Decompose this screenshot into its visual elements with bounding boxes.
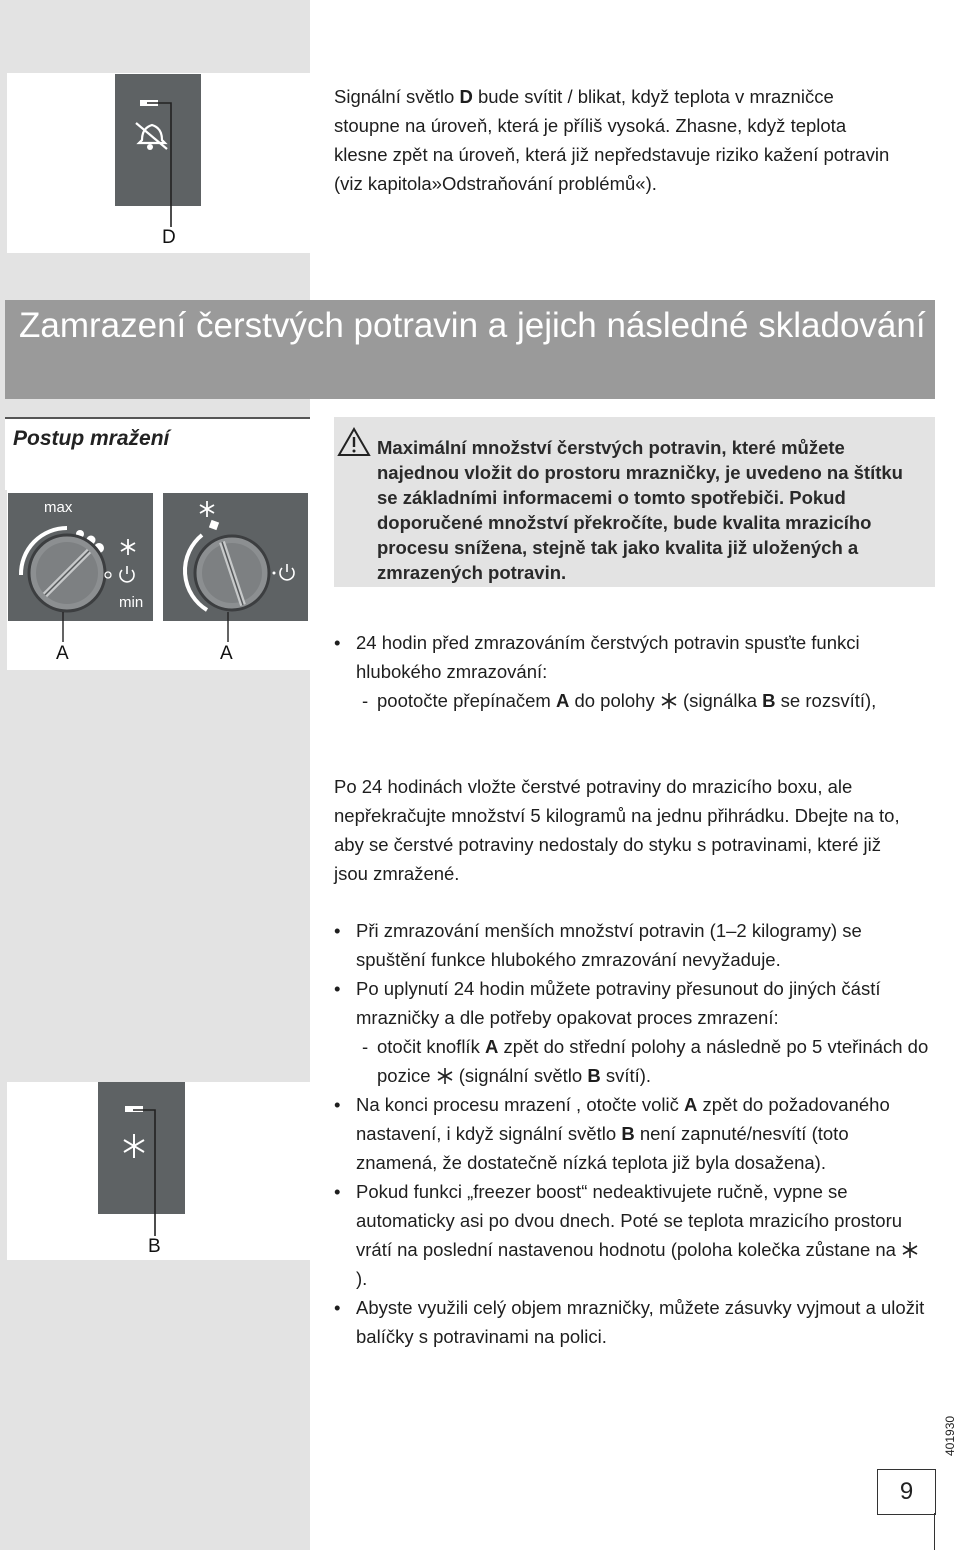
instructions-paragraph: Po 24 hodinách vložte čerstvé potraviny do mrazicího boxu, ale nepřekračujte množství 5 kilogramů na jednu přihrádku. Dbejte na to, aby se čerstvé potraviny nedostaly do styku s potravinami, které již jsou zmražené.: [334, 776, 900, 884]
figure-label-d: D: [162, 227, 176, 248]
figure-d-drawing: [7, 73, 310, 253]
snowflake-icon: [121, 539, 135, 555]
section-title: Zamrazení čerstvých potravin a jejich následné skladování: [19, 306, 926, 345]
section-title-band: [5, 300, 935, 399]
instructions-step1: [334, 628, 934, 715]
dial-drawing: [7, 490, 310, 670]
figure-label-a-left: A: [56, 643, 69, 664]
list-item: • Abyste využili celý objem mrazničky, můžete zásuvky vyjmout a uložit balíčky s potravinami na polici.: [334, 1293, 934, 1351]
figure-b-drawing: [7, 1082, 310, 1260]
warning-box: [334, 417, 935, 587]
figure-label-a-right: A: [220, 643, 233, 664]
list-item: • Pokud funkci „freezer boost“ nedeaktivujete ručně, vypne se automaticky asi po dvou dnech. Poté se teplota mrazicího prostoru vrátí na poslední nastavenou hodnotu (poloha kolečka zůstane na ).: [334, 1177, 934, 1293]
temperature-dial-left: [21, 528, 105, 611]
list-item: • 24 hodin před zmrazováním čerstvých potravin spusťte funkci hlubokého zmrazování: - pootočte přepínačem A do polohy (signálka B se rozsvítí),: [334, 628, 934, 715]
sub-step: - pootočte přepínačem A do polohy (signálka B se rozsvítí),: [356, 686, 934, 715]
subsection-title: Postup mražení: [13, 427, 170, 450]
list-item: • Po uplynutí 24 hodin můžete potraviny přesunout do jiných částí mrazničky a dle potřeby opakovat proces zmrazení: - otočit knoflík A zpět do střední polohy a následně po 5 vteřinách do pozice (signální světlo B svítí).: [334, 974, 934, 1090]
power-icon: [120, 566, 134, 582]
warning-triangle-icon: [337, 427, 371, 457]
page-number: 9: [877, 1469, 936, 1515]
signal-light-paragraph: Signální světlo D bude svítit / blikat, když teplota v mrazničce stoupne na úroveň, která je příliš vysoká. Zhasne, když teplota klesne zpět na úroveň, která již nepředstavuje riziko kažení potravin (viz kapitola»Odstraňování problémů«).: [334, 86, 890, 194]
figure-dials: [7, 490, 310, 670]
page-number-rule: [934, 1513, 935, 1550]
figure-signal-b: [7, 1082, 310, 1260]
instructions-list: [334, 916, 934, 1351]
sub-step: - otočit knoflík A zpět do střední polohy a následně po 5 vteřinách do pozice (signální světlo B svítí).: [356, 1032, 934, 1090]
dial-max-label: max: [44, 499, 73, 516]
document-number: 401930: [943, 1415, 957, 1456]
figure-signal-d: [7, 73, 310, 253]
snowflake-icon: [660, 692, 678, 710]
dial-min-label: min: [119, 594, 144, 611]
list-item: • Na konci procesu mrazení , otočte volič A zpět do požadovaného nastavení, i když signální světlo B není zapnuté/nesvítí (toto znamená, že dostatečně nízká teplota již byla dosažena).: [334, 1090, 934, 1177]
snowflake-icon: [901, 1241, 919, 1259]
list-item: • Při zmrazování menších množství potravin (1–2 kilogramy) se spuštění funkce hlubokého zmrazování nevyžaduje.: [334, 916, 934, 974]
snowflake-icon: [124, 1134, 144, 1158]
warning-text: Maximální množství čerstvých potravin, které můžete najednou vložit do prostoru mrazničky, je uvedeno na štítku se základními informacemi o tomto spotřebiči. Pokud doporučené množství překročíte, bude kvalita mrazicího procesu snížena, stejně tak jako kvalita již uložených a zmrazených potravin.: [377, 437, 903, 583]
snowflake-icon: [436, 1067, 454, 1085]
figure-label-b: B: [148, 1236, 161, 1257]
